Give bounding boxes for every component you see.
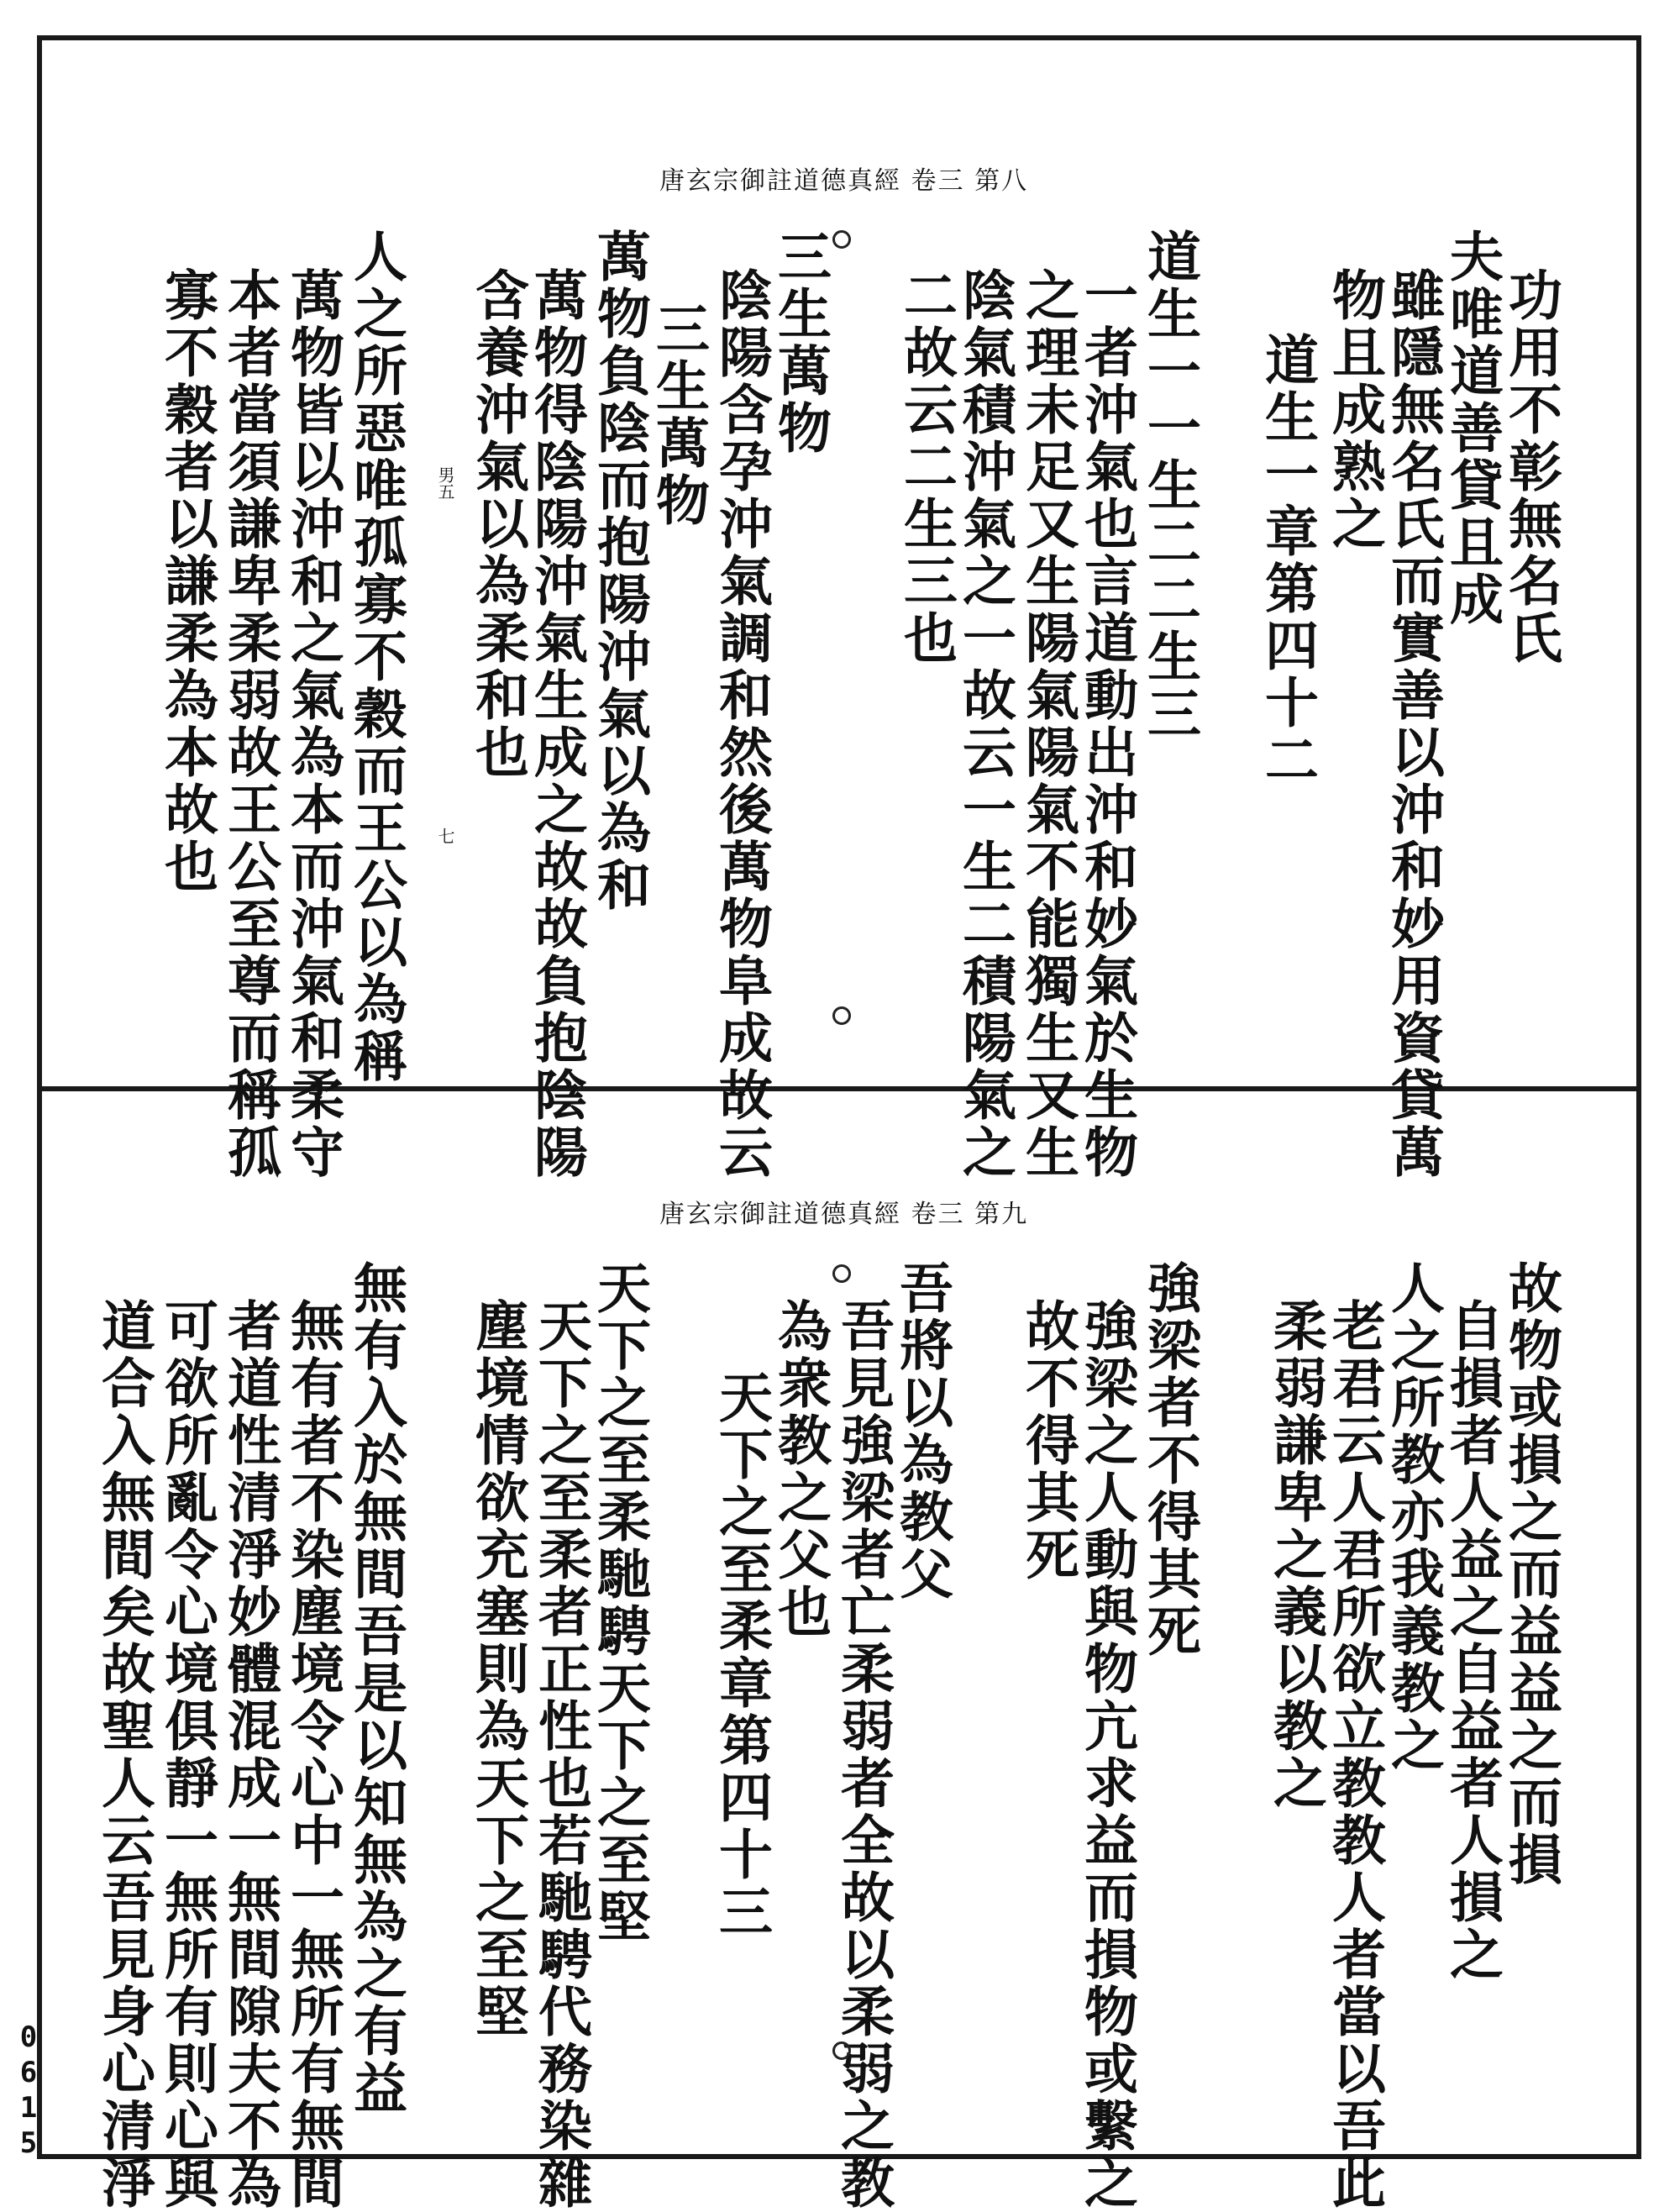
bottom-col-8: 故不得其死 xyxy=(1016,1298,1079,1584)
bottom-col-15: 塵境情欲充塞則為天下之至堅 xyxy=(466,1298,529,2041)
page-number: 0615 xyxy=(12,2020,45,2162)
bottom-col-7: 強梁之人動與物亢求益而損物或繫之 xyxy=(1075,1298,1138,2212)
top-col-12: 陰陽含孕沖氣調和然後萬物阜成故云 xyxy=(710,267,773,1181)
bottom-col-18: 者道性清淨妙體混成一無間隙夫不為 xyxy=(218,1298,281,2212)
bottom-col-11: 為衆教之父也 xyxy=(769,1298,832,1641)
circle-mark xyxy=(832,2041,851,2060)
top-page-header: 唐玄宗御註道德真經 卷三 第八 xyxy=(659,166,1029,196)
top-col-9: 陰氣積沖氣之一故云一生二積陽氣之 xyxy=(953,267,1016,1181)
top-col-10: 二故云二生三也 xyxy=(895,267,958,667)
bottom-col-2: 自損者人益之自益者人損之 xyxy=(1441,1298,1504,1983)
bottom-col-14: 天下之至柔者正性也若馳騁代務染雜 xyxy=(529,1298,592,2212)
top-col-20: 寡不穀者以謙柔為本故也 xyxy=(155,267,218,896)
bottom-col-16: 無有入於無間吾是以知無為之有益 xyxy=(344,1260,407,2117)
top-col-1: 功用不彰無名氏 xyxy=(1499,267,1562,667)
top-col-17: 人之所惡唯孤寡不穀而王公以為稱 xyxy=(344,229,407,1085)
bottom-col-12: 天下之至柔章第四十三 xyxy=(710,1369,773,1941)
top-col-18: 萬物皆以沖和之氣為本而沖氣和柔守 xyxy=(281,267,344,1181)
circle-mark xyxy=(832,1264,851,1283)
top-col-7: 一者沖氣也言道動出沖和妙氣於生物 xyxy=(1075,267,1138,1181)
bottom-page-header: 唐玄宗御註道德真經 卷三 第九 xyxy=(659,1200,1029,1229)
bottom-col-4: 老君云人君所欲立教教人者當以吾此 xyxy=(1323,1298,1386,2212)
circle-mark xyxy=(832,1006,851,1025)
bottom-col-3: 人之所教亦我義教之 xyxy=(1382,1260,1445,1774)
top-col-13: 三生萬物 xyxy=(647,301,710,529)
bottom-col-17: 無有者不染塵境令心中一無所有無間 xyxy=(281,1298,344,2212)
bottom-col-10: 吾見強梁者亡柔弱者全故以柔弱之教 xyxy=(832,1298,895,2212)
bottom-col-20: 道合入無間矣故聖人云吾見身心清淨 xyxy=(92,1298,155,2212)
bottom-col-6: 強梁者不得其死 xyxy=(1138,1260,1201,1660)
top-col-15: 萬物得陰陽沖氣生成之故故負抱陰陽 xyxy=(525,267,588,1181)
top-col-2: 夫唯道善貸且成 xyxy=(1441,229,1504,628)
top-col-8: 之理未足又生陽氣陽氣不能獨生又生 xyxy=(1016,267,1079,1181)
bottom-col-19: 可欲所亂令心境俱靜一無所有則心與 xyxy=(155,1298,218,2212)
top-col-16: 含養沖氣以為柔和也 xyxy=(466,267,529,781)
margin-note-1: 男五 xyxy=(435,466,455,500)
top-col-19: 本者當須謙卑柔弱故王公至尊而稱孤 xyxy=(218,267,281,1181)
top-col-14: 萬物負陰而抱陽沖氣以為和 xyxy=(588,229,651,914)
top-col-4: 物且成熟之 xyxy=(1323,267,1386,553)
top-col-5: 道生一章第四十二 xyxy=(1256,332,1319,789)
bottom-col-9: 吾將以為教父 xyxy=(890,1260,953,1603)
circle-mark xyxy=(832,230,851,249)
top-col-11: 三生萬物 xyxy=(769,229,832,457)
top-col-3: 雖隱無名氏而實善以沖和妙用資貸萬 xyxy=(1382,267,1445,1181)
bottom-col-5: 柔弱謙卑之義以教之 xyxy=(1264,1298,1327,1812)
bottom-col-13: 天下之至柔馳騁天下之至堅 xyxy=(588,1260,651,1946)
margin-note-2: 七 xyxy=(435,828,455,844)
top-col-6: 道生一一生二二生三 xyxy=(1138,229,1201,743)
bottom-col-1: 故物或損之而益益之而損 xyxy=(1499,1260,1562,1889)
